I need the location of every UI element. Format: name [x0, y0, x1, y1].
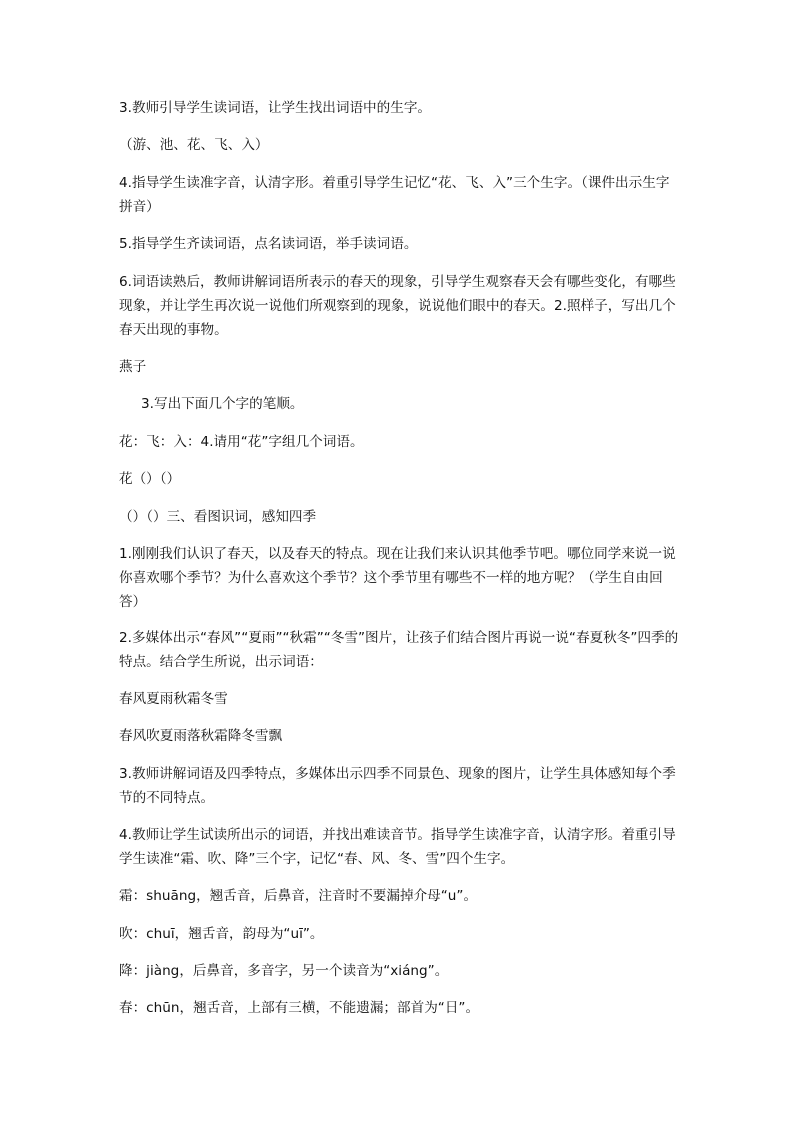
paragraph-stroke-order-characters: 花：飞：入：4.请用“花”字组几个词语。	[119, 434, 364, 450]
paragraph-step6-spring-phenomena: 6.词语读熟后，教师讲解词语所表示的春天的现象，引导学生观察春天会有哪些变化，有哪些现象，并让学生再次说一说他们所观察到的现象，说说他们眼中的春天。2.照样子，写出几个春天出现的事物。	[119, 274, 676, 338]
paragraph-season-phrases: 春风吹夏雨落秋霜降冬雪飘	[119, 728, 283, 744]
paragraph-multimedia-seasons: 2.多媒体出示“春风”“夏雨”“秋霜”“冬雪”图片，让孩子们结合图片再说一说“春夏秋冬”四季的特点。结合学生所说，出示词语：	[119, 630, 679, 670]
paragraph-step4-difficult-syllables: 4.教师让学生试读所出示的词语，并找出难读音节。指导学生读准字音，认清字形。着重引导学生读准“霜、吹、降”三个字，记忆“春、风、冬、雪”四个生字。	[119, 827, 676, 867]
paragraph-season-words: 春风夏雨秋霜冬雪	[119, 691, 228, 707]
paragraph-frost-pinyin: 霜：shuāng，翘舌音，后鼻音，注音时不要漏掉介母“u”。	[119, 888, 478, 904]
paragraph-descend-pinyin: 降：jiàng，后鼻音，多音字，另一个读音为“xiáng”。	[119, 963, 449, 979]
paragraph-step3-read-words: 3.教师引导学生读词语，让学生找出词语中的生字。	[119, 100, 432, 116]
paragraph-spring-pinyin: 春：chūn，翘舌音，上部有三横，不能遗漏；部首为“日”。	[119, 1000, 480, 1016]
paragraph-step3-season-features: 3.教师讲解词语及四季特点，多媒体出示四季不同景色、现象的图片，让学生具体感知每个季节的不同特点。	[119, 766, 676, 806]
paragraph-blow-pinyin: 吹：chuī，翘舌音，韵母为“uī”。	[119, 926, 324, 942]
paragraph-section-three-heading: （）（）三、看图识词，感知四季	[119, 509, 317, 525]
paragraph-seasons-intro: 1.刚刚我们认识了春天，以及春天的特点。现在让我们来认识其他季节吧。哪位同学来说一说你喜欢哪个季节？为什么喜欢这个季节？这个季节里有哪些不一样的地方呢？（学生自由回答）	[119, 546, 676, 610]
paragraph-new-characters-list: （游、池、花、飞、入）	[119, 137, 269, 153]
paragraph-stroke-order: 3.写出下面几个字的笔顺。	[141, 396, 304, 412]
paragraph-swallow: 燕子	[119, 359, 147, 375]
paragraph-flower-words: 花（）（）	[119, 471, 181, 487]
paragraph-step5-read-aloud: 5.指导学生齐读词语，点名读词语，举手读词语。	[119, 236, 418, 252]
paragraph-step4-pronunciation: 4.指导学生读准字音，认清字形。着重引导学生记忆“花、飞、入”三个生字。（课件出示生字拼音）	[119, 175, 670, 215]
